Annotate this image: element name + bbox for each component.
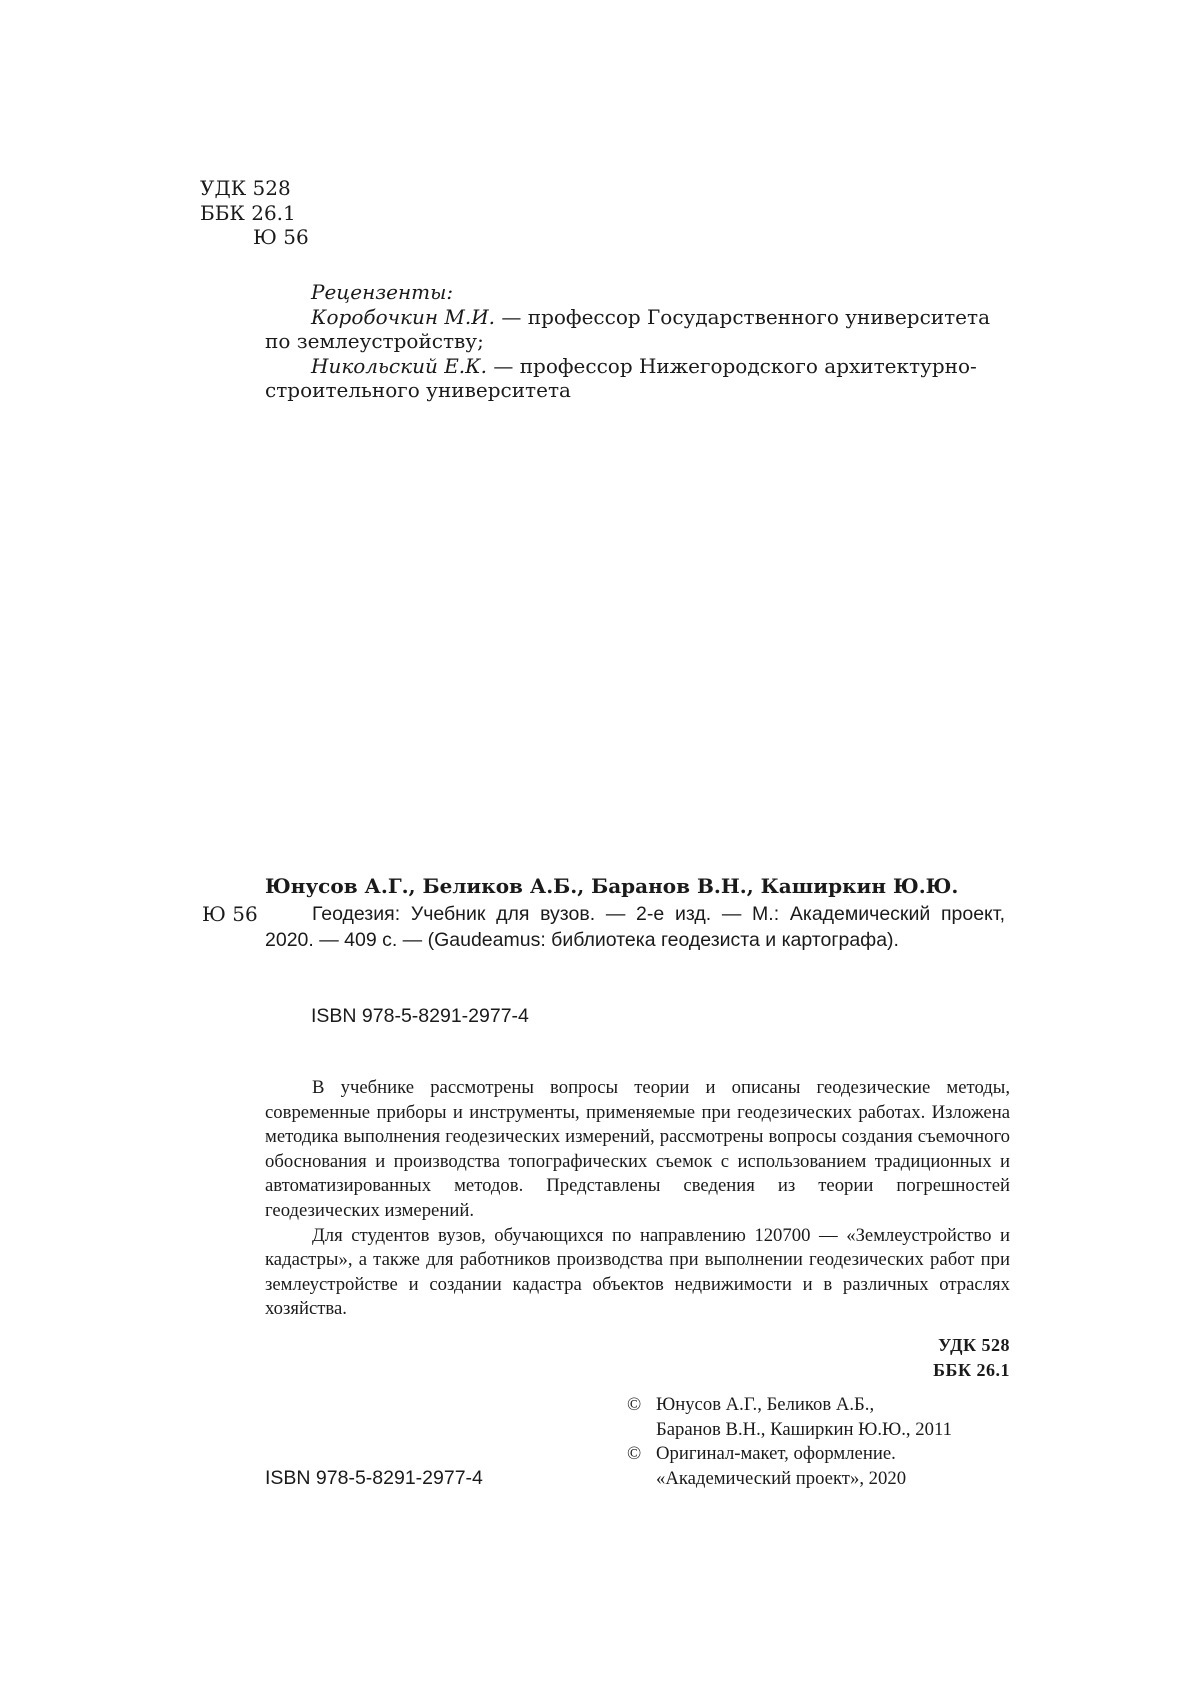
copyright-publisher-line-1: Оригинал-макет, оформление.: [656, 1443, 896, 1464]
copyright-authors: [627, 1393, 1017, 1442]
reviewer-1-position-cont: по землеустройству;: [265, 329, 1005, 354]
isbn-main: ISBN 978-5-8291-2977-4: [311, 1003, 529, 1029]
bbk-code-bottom: ББК 26.1: [880, 1358, 1010, 1383]
reviewer-2: [265, 354, 1005, 379]
author-code: Ю 56: [200, 225, 309, 250]
copyright-authors-line-1: Юнусов А.Г., Беликов А.Б.,: [656, 1394, 874, 1415]
reviewers-heading: Рецензенты:: [265, 280, 1005, 305]
annotation-paragraph-1: В учебнике рассмотрены вопросы теории и описаны геодезические методы, современные приборы и инструменты, применяемые при геодезических работах. Изложена методика выполнения геодезических измерений, рассмотрены вопросы создания съемочного обоснования и производства топографических съемок с использованием традиционных и автоматизированных методов. Представлены сведения из теории погрешностей геодезических измерений.: [265, 1076, 1010, 1224]
reviewer-2-name: Никольский Е.К.: [311, 354, 487, 378]
bbk-code: ББК 26.1: [200, 201, 309, 226]
copyright-publisher: [627, 1442, 1017, 1491]
reviewer-1: [265, 305, 1005, 330]
bibliographic-author-code: Ю 56: [202, 901, 258, 927]
copyright-icon: ©: [627, 1442, 656, 1491]
isbn-bottom: ISBN 978-5-8291-2977-4: [265, 1465, 483, 1491]
book-authors: Юнусов А.Г., Беликов А.Б., Баранов В.Н., Каширкин Ю.Ю.: [265, 873, 1025, 899]
reviewer-2-position-cont: строительного университета: [265, 378, 1005, 403]
udk-code: УДК 528: [200, 176, 309, 201]
copyright-block: [627, 1393, 1017, 1491]
annotation: [265, 1076, 1010, 1322]
bibliographic-description: Геодезия: Учебник для вузов. — 2-е изд. — М.: Академический проект, 2020. — 409 с. — (Gaudeamus: библиотека геодезиста и картографа).: [265, 901, 1005, 953]
classification-bottom: [880, 1333, 1010, 1383]
udk-code-bottom: УДК 528: [880, 1333, 1010, 1358]
reviewers-block: [265, 280, 1005, 403]
copyright-authors-line-2: Баранов В.Н., Каширкин Ю.Ю., 2011: [656, 1419, 952, 1440]
classification-top: [200, 176, 309, 250]
copyright-icon: ©: [627, 1393, 656, 1442]
annotation-paragraph-2: Для студентов вузов, обучающихся по направлению 120700 — «Землеустройство и кадастры», а также для работников производства при выполнении геодезических работ при землеустройстве и создании кадастра объектов недвижимости и в различных отраслях хозяйства.: [265, 1224, 1010, 1322]
copyright-publisher-line-2: «Академический проект», 2020: [656, 1468, 906, 1489]
reviewer-2-position: — профессор Нижегородского архитектурно-: [487, 354, 977, 378]
reviewer-1-position: — профессор Государственного университета: [495, 305, 990, 329]
reviewer-1-name: Коробочкин М.И.: [311, 305, 495, 329]
